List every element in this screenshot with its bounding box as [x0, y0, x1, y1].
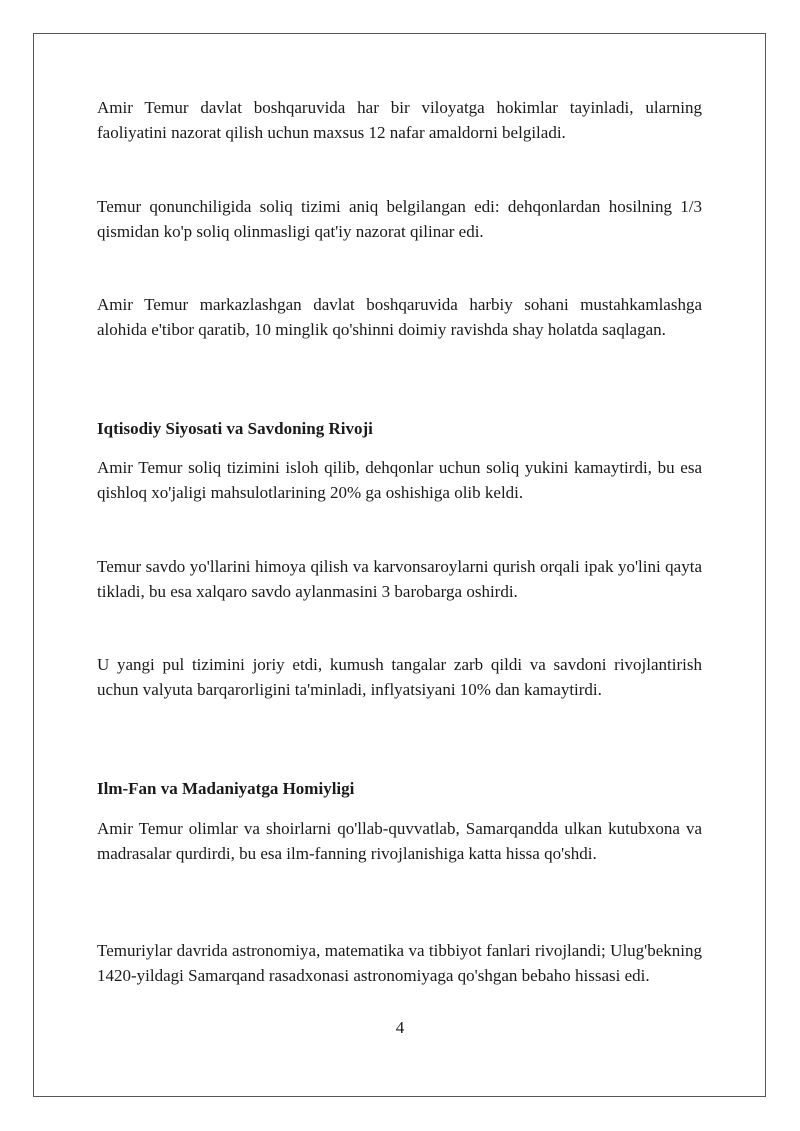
paragraph: Amir Temur markazlashgan davlat boshqaruvida harbiy sohani mustahkamlashga alohida e'tibor qaratib, 10 minglik qo'shinni doimiy ravishda shay holatda saqlagan. — [97, 295, 702, 339]
section-heading: Iqtisodiy Siyosati va Savdoning Rivoji — [97, 419, 373, 438]
paragraph: U yangi pul tizimini joriy etdi, kumush tangalar zarb qildi va savdoni rivojlantirish uchun valyuta barqarorligini ta'minladi, inflyatsiyani 10% dan kamaytirdi. — [97, 655, 702, 699]
paragraph: Amir Temur soliq tizimini isloh qilib, dehqonlar uchun soliq yukini kamaytirdi, bu esa qishloq xo'jaligi mahsulotlarining 20% ga oshishiga olib keldi. — [97, 458, 702, 502]
paragraph: Temur qonunchiligida soliq tizimi aniq belgilangan edi: dehqonlardan hosilning 1/3 qismidan ko'p soliq olinmasligi qat'iy nazorat qilinar edi. — [97, 197, 702, 241]
paragraph: Temur savdo yo'llarini himoya qilish va karvonsaroylarni qurish orqali ipak yo'lini qayta tikladi, bu esa xalqaro savdo aylanmasini 3 barobarga oshirdi. — [97, 557, 702, 601]
section-heading: Ilm-Fan va Madaniyatga Homiyligi — [97, 779, 355, 798]
paragraph: Temuriylar davrida astronomiya, matematika va tibbiyot fanlari rivojlandi; Ulug'bekning 1420-yildagi Samarqand rasadxonasi astronomiyaga qo'shgan bebaho hissasi edi. — [97, 941, 702, 985]
paragraph: Amir Temur davlat boshqaruvida har bir viloyatga hokimlar tayinladi, ularning faoliyatini nazorat qilish uchun maxsus 12 nafar amaldorni belgiladi. — [97, 98, 702, 142]
paragraph: Amir Temur olimlar va shoirlarni qo'llab-quvvatlab, Samarqandda ulkan kutubxona va madrasalar qurdirdi, bu esa ilm-fanning rivojlanishiga katta hissa qo'shdi. — [97, 819, 702, 863]
page-number: 4 — [395, 1018, 405, 1037]
